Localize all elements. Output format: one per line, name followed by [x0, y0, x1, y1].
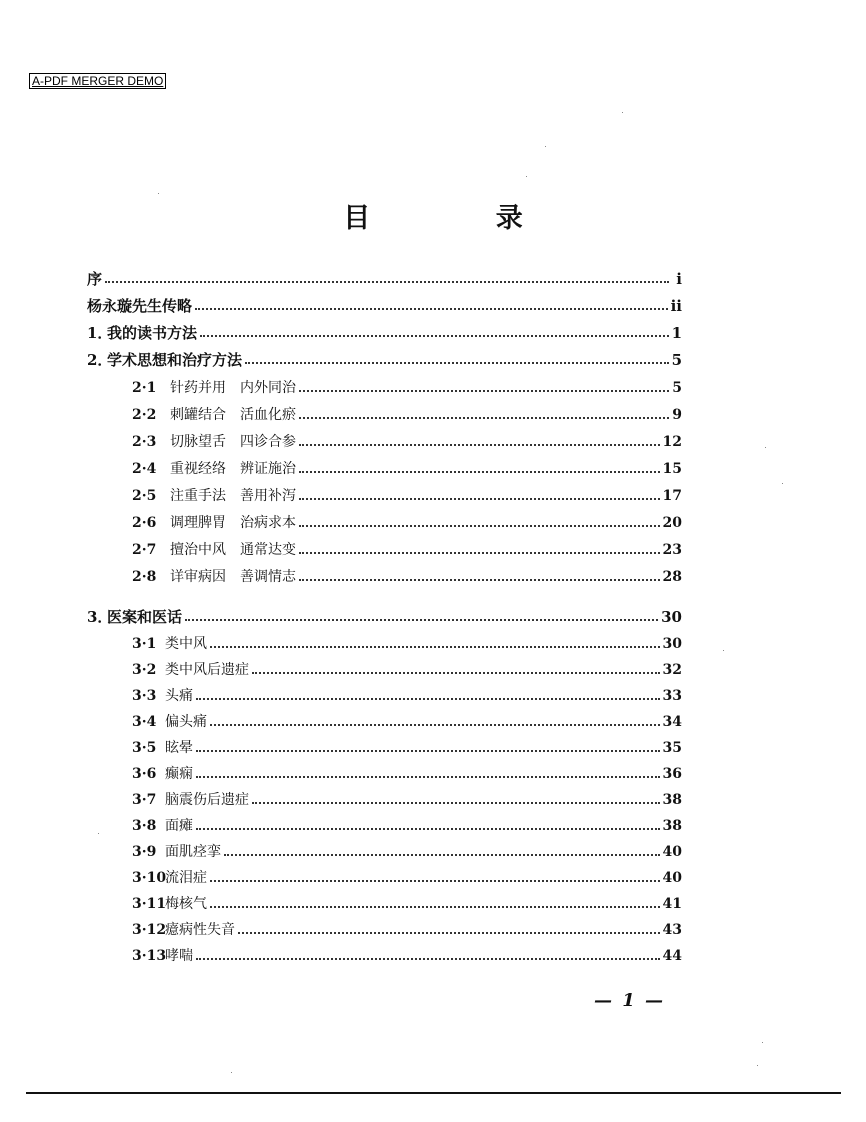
scan-speck — [723, 650, 724, 651]
toc-entry-page: 41 — [662, 896, 682, 912]
scan-speck — [158, 193, 159, 194]
toc-entry-3-11[interactable] — [87, 891, 682, 913]
toc-entry-page: 34 — [662, 714, 682, 730]
dot-leader — [224, 854, 660, 856]
toc-entry-3-3[interactable] — [87, 683, 682, 705]
toc-entry-2-3[interactable] — [87, 429, 682, 451]
toc-entry-3-9[interactable] — [87, 839, 682, 861]
toc-entry-page: 28 — [662, 569, 682, 585]
toc-entry-number: 2·3 — [132, 434, 157, 450]
toc-entry-title: 切脉望舌 四诊合参 — [170, 434, 296, 450]
toc-entry-chapter-1[interactable] — [87, 320, 682, 342]
toc-entry-page: 12 — [662, 434, 682, 450]
toc-entry-page: 43 — [662, 922, 682, 938]
toc-entry-title: 类中风 — [165, 636, 207, 652]
toc-entry-title: 刺罐结合 活血化瘀 — [170, 407, 296, 423]
toc-entry-number: 3·10 — [132, 870, 167, 886]
toc-entry-title: 偏头痛 — [165, 714, 207, 730]
dot-leader — [196, 776, 660, 778]
dot-leader — [210, 724, 660, 726]
dot-leader — [245, 362, 669, 364]
toc-entry-page: 30 — [661, 608, 682, 626]
scan-speck — [526, 176, 527, 177]
toc-entry-number: 1． — [87, 324, 113, 342]
dot-leader — [196, 828, 660, 830]
dot-leader — [196, 750, 660, 752]
dot-leader — [299, 444, 660, 446]
dot-leader — [210, 906, 660, 908]
toc-entry-biography[interactable] — [87, 293, 682, 315]
toc-entry-page: 9 — [672, 407, 682, 423]
dot-leader — [252, 802, 660, 804]
toc-entry-page: 40 — [662, 870, 682, 886]
bottom-rule — [26, 1092, 841, 1094]
dot-leader — [238, 932, 660, 934]
toc-entry-number: 3·12 — [132, 922, 167, 938]
toc-entry-number: 3． — [87, 608, 113, 626]
toc-entry-page: 15 — [662, 461, 682, 477]
toc-entry-page: 40 — [662, 844, 682, 860]
toc-entry-3-1[interactable] — [87, 631, 682, 653]
toc-entry-title: 哮喘 — [165, 948, 193, 964]
toc-entry-title: 头痛 — [165, 688, 193, 704]
dot-leader — [299, 525, 660, 527]
toc-entry-title: 眩晕 — [165, 740, 193, 756]
toc-entry-title: 癔病性失音 — [165, 922, 235, 938]
toc-entry-title: 类中风后遗症 — [165, 662, 249, 678]
toc-entry-page: 44 — [662, 948, 682, 964]
toc-entry-number: 3·9 — [132, 844, 157, 860]
toc-entry-title: 我的读书方法 — [107, 324, 198, 342]
toc-entry-chapter-3[interactable] — [87, 604, 682, 626]
toc-entry-title: 调理脾胃 治病求本 — [170, 515, 296, 531]
dot-leader — [299, 579, 660, 581]
dot-leader — [210, 646, 660, 648]
toc-entry-number: 3·1 — [132, 636, 157, 652]
dot-leader — [105, 281, 669, 283]
scan-speck — [98, 833, 99, 834]
dot-leader — [185, 619, 658, 621]
toc-entry-title: 面肌痉挛 — [165, 844, 221, 860]
toc-entry-2-8[interactable] — [87, 564, 682, 586]
toc-entry-title: 详审病因 善调情志 — [170, 569, 296, 585]
scan-speck — [231, 1072, 232, 1073]
toc-entry-number: 2·2 — [132, 407, 157, 423]
scan-speck — [757, 1065, 758, 1066]
toc-entry-2-1[interactable] — [87, 375, 682, 397]
toc-entry-title: 癫痫 — [165, 766, 193, 782]
toc-entry-page: 17 — [662, 488, 682, 504]
toc-entry-title: 梅核气 — [165, 896, 207, 912]
toc-entry-page: 5 — [672, 380, 682, 396]
toc-entry-number: 3·7 — [132, 792, 157, 808]
dot-leader — [200, 335, 669, 337]
toc-entry-3-12[interactable] — [87, 917, 682, 939]
toc-entry-page: 33 — [662, 688, 682, 704]
toc-entry-title: 学术思想和治疗方法 — [107, 351, 243, 369]
toc-entry-page: 20 — [662, 515, 682, 531]
toc-entry-3-6[interactable] — [87, 761, 682, 783]
toc-entry-number: 3·5 — [132, 740, 157, 756]
dot-leader — [196, 958, 660, 960]
toc-entry-title: 序 — [87, 270, 103, 288]
toc-entry-2-4[interactable] — [87, 456, 682, 478]
toc-entry-number: 3·13 — [132, 948, 167, 964]
dot-leader — [299, 417, 669, 419]
scan-speck — [782, 483, 783, 484]
toc-entry-number: 2·6 — [132, 515, 157, 531]
toc-entry-title: 医案和医话 — [107, 608, 183, 626]
toc-entry-title: 面瘫 — [165, 818, 193, 834]
dot-leader — [210, 880, 660, 882]
toc-entry-2-2[interactable] — [87, 402, 682, 424]
toc-entry-number: 2·8 — [132, 569, 157, 585]
toc-entry-page: 1 — [671, 324, 682, 342]
dot-leader — [299, 552, 660, 554]
dot-leader — [299, 471, 660, 473]
toc-entry-number: 3·2 — [132, 662, 157, 678]
toc-entry-3-8[interactable] — [87, 813, 682, 835]
dot-leader — [196, 698, 660, 700]
toc-entry-number: 3·11 — [132, 896, 167, 912]
scan-speck — [765, 447, 766, 448]
toc-entry-title: 杨永璇先生传略 — [87, 297, 193, 315]
toc-entry-3-10[interactable] — [87, 865, 682, 887]
toc-entry-title: 针药并用 内外同治 — [170, 380, 296, 396]
toc-entry-number: 2·5 — [132, 488, 157, 504]
toc-entry-title: 擅治中风 通常达变 — [170, 542, 296, 558]
page-number: — 1 — — [594, 990, 666, 1011]
toc-entry-page: 32 — [662, 662, 682, 678]
toc-entry-2-6[interactable] — [87, 510, 682, 532]
toc-entry-number: 3·3 — [132, 688, 157, 704]
dot-leader — [299, 390, 669, 392]
toc-entry-3-2[interactable] — [87, 657, 682, 679]
toc-entry-3-7[interactable] — [87, 787, 682, 809]
toc-entry-title: 脑震伤后遗症 — [165, 792, 249, 808]
toc-entry-page: 36 — [662, 766, 682, 782]
toc-entry-3-5[interactable] — [87, 735, 682, 757]
scan-speck — [622, 112, 623, 113]
toc-entry-page: 30 — [662, 636, 682, 652]
toc-entry-title: 注重手法 善用补泻 — [170, 488, 296, 504]
toc-entry-preface[interactable] — [87, 266, 682, 288]
toc-entry-title: 重视经络 辨证施治 — [170, 461, 296, 477]
page-title: 目 录 — [343, 203, 581, 234]
toc-entry-number: 2． — [87, 351, 113, 369]
toc-entry-number: 3·8 — [132, 818, 157, 834]
toc-entry-page: 38 — [662, 792, 682, 808]
toc-entry-page: 23 — [662, 542, 682, 558]
toc-entry-chapter-2[interactable] — [87, 347, 682, 369]
toc-entry-number: 3·6 — [132, 766, 157, 782]
toc-entry-page: 35 — [662, 740, 682, 756]
toc-entry-page: 38 — [662, 818, 682, 834]
toc-entry-page: ii — [670, 297, 682, 315]
scan-speck — [545, 146, 546, 147]
toc-entry-page: 5 — [671, 351, 682, 369]
toc-entry-number: 2·7 — [132, 542, 157, 558]
scan-speck — [762, 1042, 763, 1043]
dot-leader — [252, 672, 660, 674]
toc-entry-page: i — [676, 270, 682, 288]
dot-leader — [195, 308, 668, 310]
toc-entry-number: 2·1 — [132, 380, 157, 396]
toc-entry-number: 2·4 — [132, 461, 157, 477]
toc-entry-2-7[interactable] — [87, 537, 682, 559]
toc-entry-title: 流泪症 — [165, 870, 207, 886]
watermark-label: A-PDF MERGER DEMO — [29, 73, 166, 89]
toc-entry-number: 3·4 — [132, 714, 157, 730]
toc-entry-2-5[interactable] — [87, 483, 682, 505]
toc-entry-3-4[interactable] — [87, 709, 682, 731]
toc-entry-3-13[interactable] — [87, 943, 682, 965]
dot-leader — [299, 498, 660, 500]
